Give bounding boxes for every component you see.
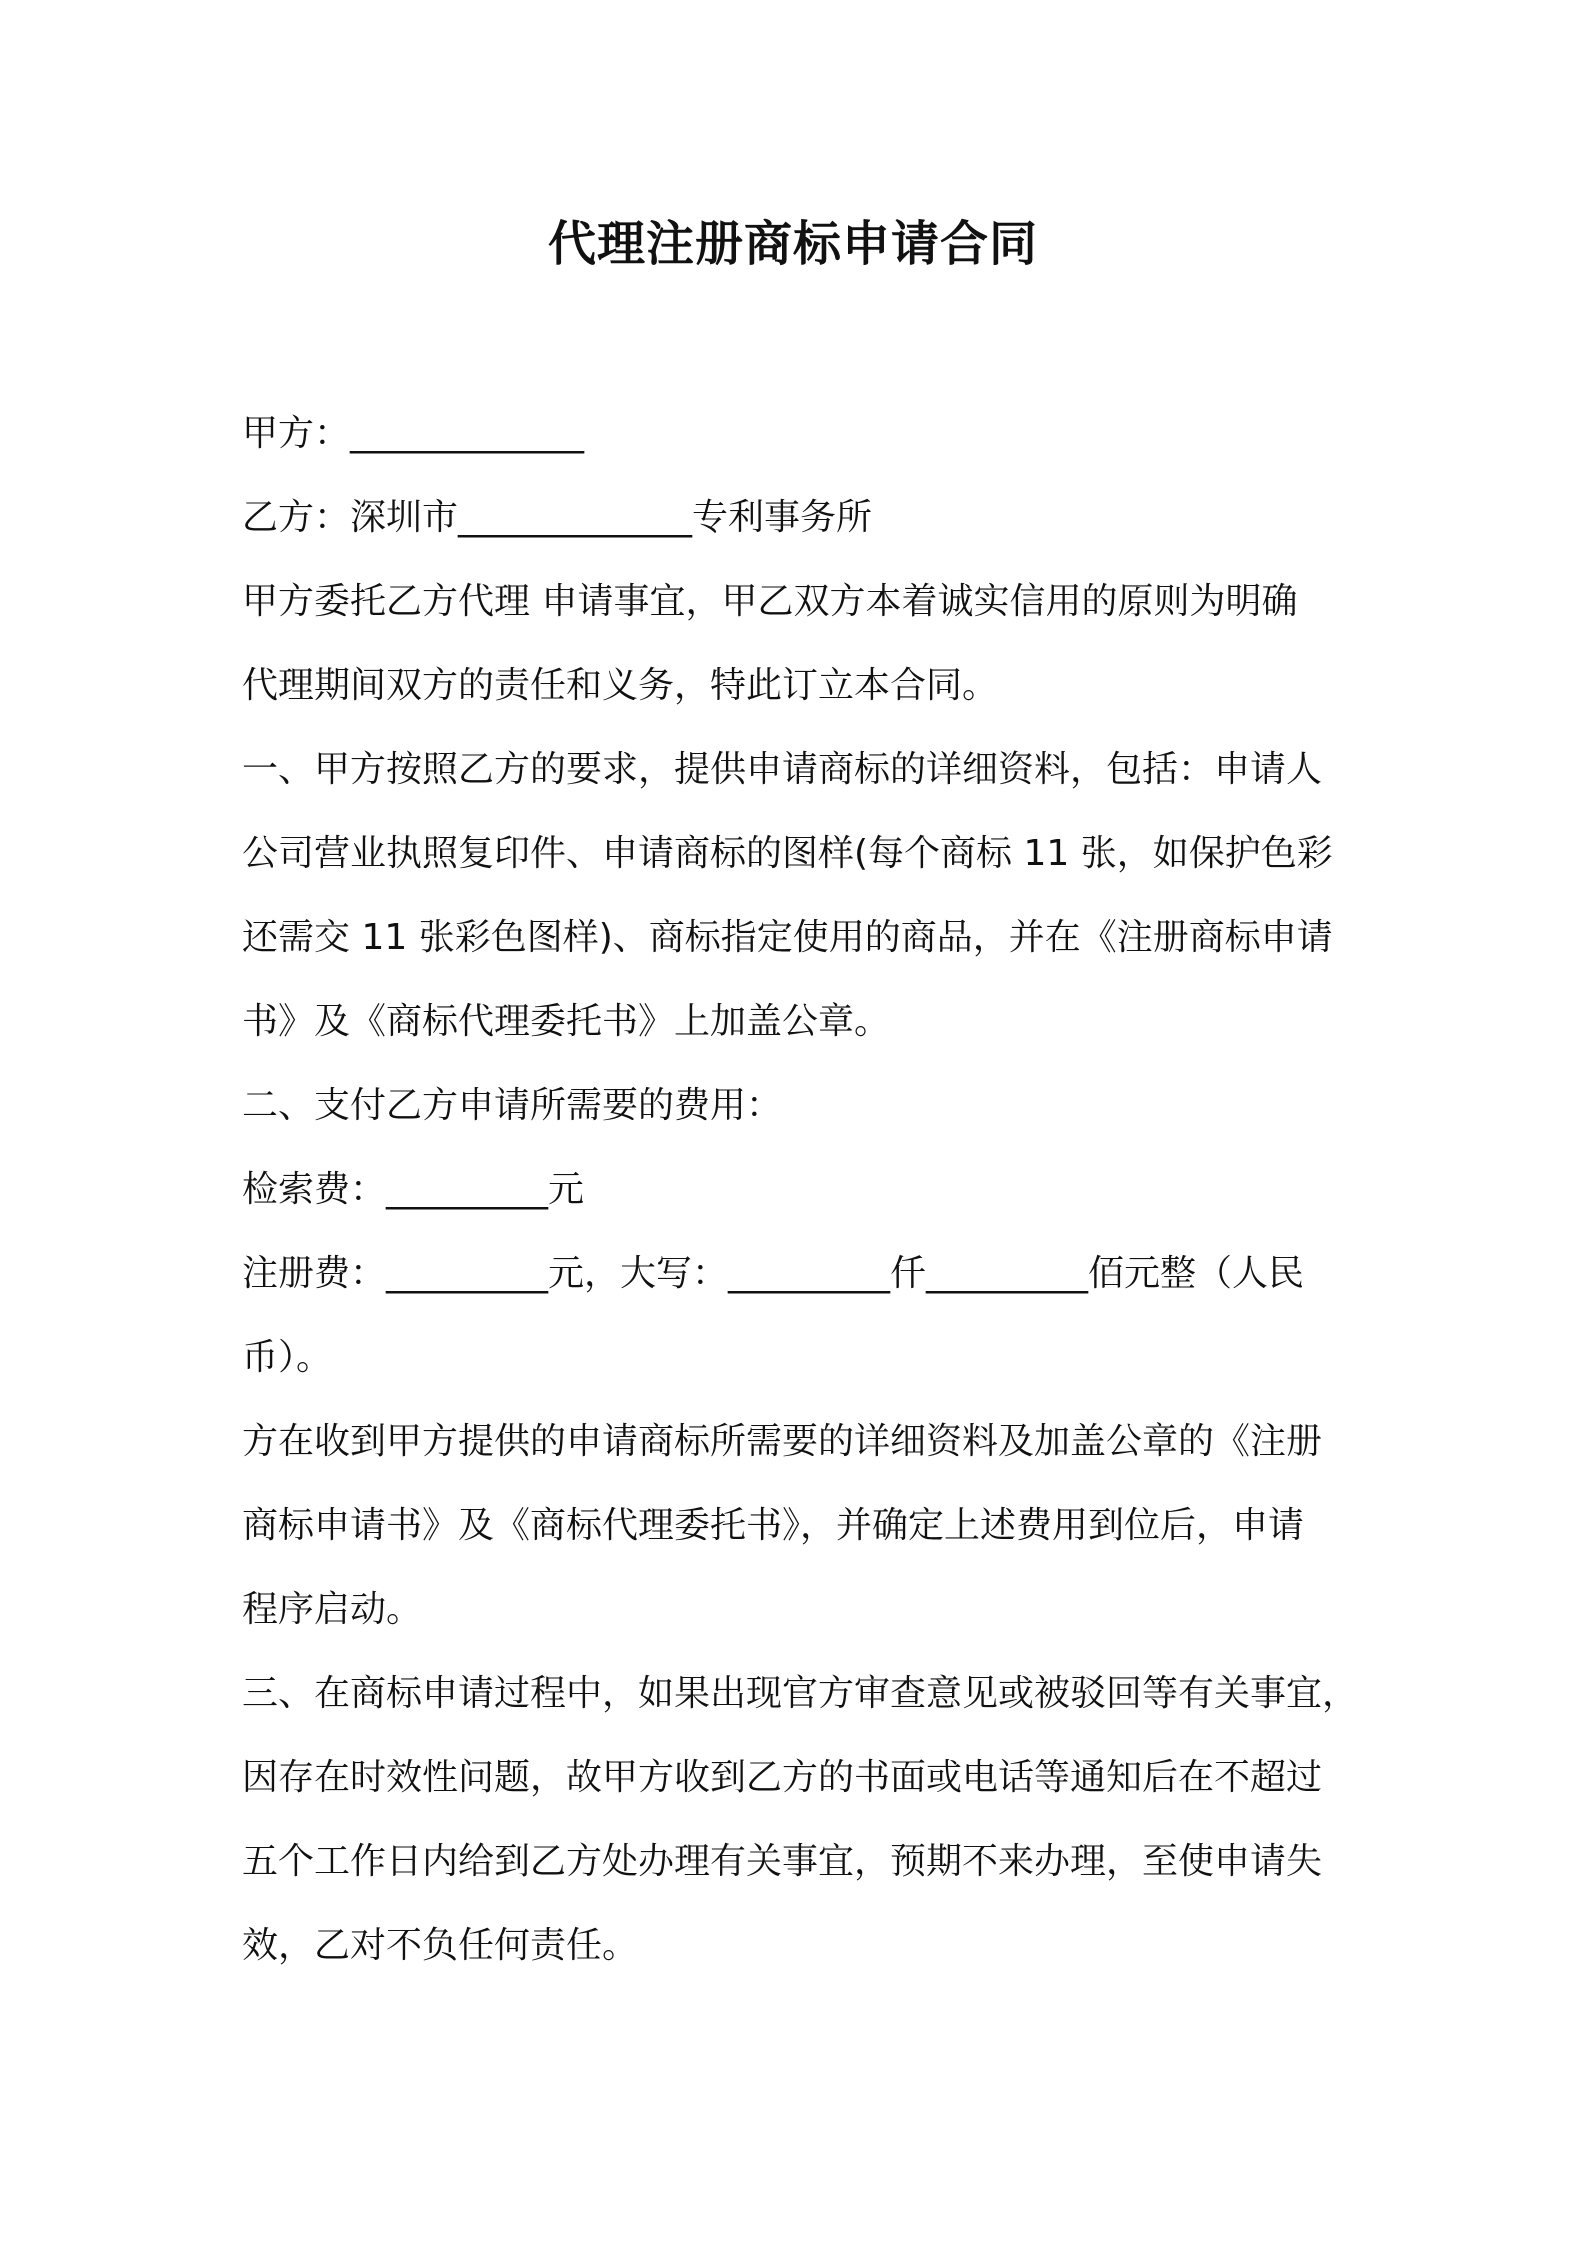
clause-1-line-3: 还需交 11 张彩色图样)、商标指定使用的商品，并在《注册商标申请 [242, 917, 1333, 958]
clause-3-line-3: 五个工作日内给到乙方处办理有关事宜，预期不来办理，至使申请失 [242, 1841, 1323, 1882]
registration-fee-line-2: 币）。 [242, 1337, 333, 1378]
procedure-line-2: 商标申请书》及《商标代理委托书》，并确定上述费用到位后，申请 [242, 1505, 1305, 1546]
clause-3-line-1: 三、在商标申请过程中，如果出现官方审查意见或被驳回等有关事宜， [242, 1673, 1359, 1714]
clause-1-line-4: 书》及《商标代理委托书》上加盖公章。 [242, 1001, 891, 1042]
clause-1-line-1: 一、甲方按照乙方的要求，提供申请商标的详细资料，包括：申请人 [242, 749, 1323, 790]
search-fee-line: 检索费：_________元 [242, 1169, 585, 1210]
clause-2-heading: 二、支付乙方申请所需要的费用： [242, 1085, 783, 1126]
registration-fee-line-1: 注册费：_________元，大写：_________仟_________佰元整（人民 [242, 1253, 1305, 1294]
procedure-line-1: 方在收到甲方提供的申请商标所需要的详细资料及加盖公章的《注册 [242, 1421, 1323, 1462]
party-a-line: 甲方：_____________ [242, 413, 585, 454]
clause-3-line-4: 效，乙对不负任何责任。 [242, 1925, 639, 1966]
procedure-line-3: 程序启动。 [242, 1589, 423, 1630]
intro-line-1: 甲方委托乙方代理 申请事宜，甲乙双方本着诚实信用的原则为明确 [242, 581, 1298, 622]
document-title: 代理注册商标申请合同 [547, 216, 1038, 272]
party-b-line: 乙方：深圳市_____________专利事务所 [242, 497, 873, 538]
clause-1-line-2: 公司营业执照复印件、申请商标的图样(每个商标 11 张，如保护色彩 [242, 833, 1333, 874]
intro-line-2: 代理期间双方的责任和义务，特此订立本合同。 [242, 665, 999, 706]
clause-3-line-2: 因存在时效性问题，故甲方收到乙方的书面或电话等通知后在不超过 [242, 1757, 1323, 1798]
